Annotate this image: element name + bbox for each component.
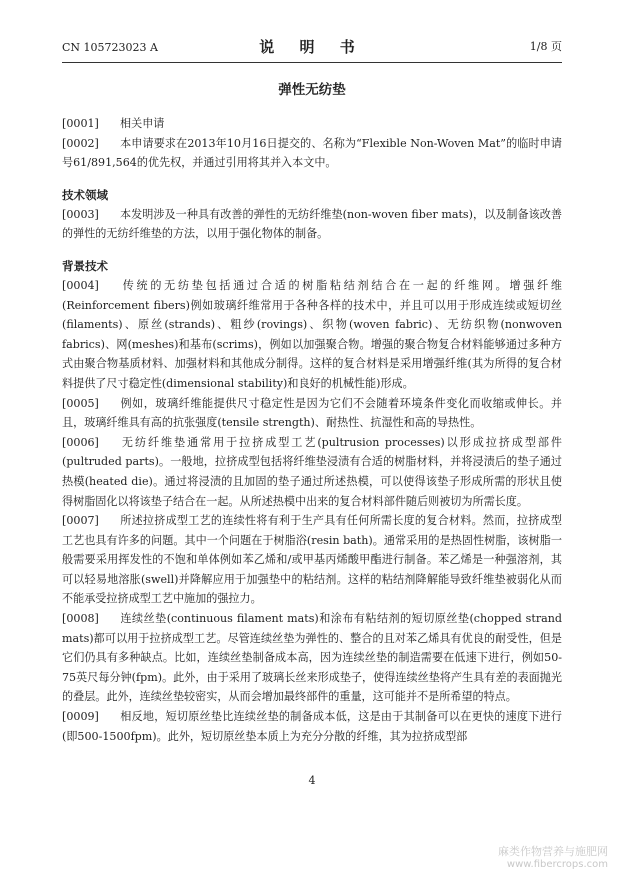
document-title: 弹性无纺垫 xyxy=(278,82,346,98)
paragraph-text: 传统的无纺垫包括通过合适的树脂粘结剂结合在一起的纤维网。增强纤维(Reinforcement fibers)例如玻璃纤维常用于各种各样的技术中，并且可以用于形成连续或短切丝(filaments)、原丝(strands)、粗纱(rovings)、织物(woven fabric)、无纺织物(nonwoven fabrics)、网(meshes)和基布(scrims)，例如以加强聚合物。增强的聚合物复合材料能够通过多种方式由聚合物基质材料、加强材料和其他成分制得。这样的复合材料是采用增强纤维(其为所得的复合材料提供了尺寸稳定性(dimensional stability)和良好的机械性能)形成。 xyxy=(62,278,562,390)
paragraph-text: 例如，玻璃纤维能提供尺寸稳定性是因为它们不会随着环境条件变化而收缩或伸长。并且，玻璃纤维具有高的抗张强度(tensile strength)、耐热性、抗湿性和高的导热性。 xyxy=(62,396,562,430)
document-body xyxy=(62,114,562,746)
paragraph-0005 xyxy=(62,394,562,433)
paragraph-number: [0004] xyxy=(62,278,99,292)
paragraph-number: [0005] xyxy=(62,396,99,410)
paragraph-number: [0002] xyxy=(62,136,99,150)
paragraph-0002 xyxy=(62,134,562,173)
page-number: 4 xyxy=(308,774,316,787)
header-divider xyxy=(62,62,562,63)
paragraph-number: [0003] xyxy=(62,207,99,221)
paragraph-0001 xyxy=(62,114,562,134)
paragraph-number: [0007] xyxy=(62,514,99,528)
paragraph-0004 xyxy=(62,276,562,394)
paragraph-number: [0009] xyxy=(62,710,99,724)
site-watermark xyxy=(498,845,608,871)
paragraph-0007 xyxy=(62,511,562,609)
paragraph-text: 本申请要求在2013年10月16日提交的、名称为“Flexible Non-Woven Mat”的临时申请号61/891,564的优先权，并通过引用将其并入本文中。 xyxy=(62,136,562,170)
paragraph-number: [0001] xyxy=(62,117,99,130)
paragraph-0006 xyxy=(62,433,562,511)
paragraph-number: [0006] xyxy=(62,435,99,449)
page-header xyxy=(62,32,562,62)
paragraph-0009 xyxy=(62,707,562,746)
section-heading-background: 背景技术 xyxy=(62,258,108,273)
paragraph-text: 无纺纤维垫通常用于拉挤成型工艺(pultrusion processes)以形成拉挤成型部件(pultruded parts)。一般地，拉挤成型包括将纤维垫浸渍有合适的树脂材料，并将浸渍后的垫子通过热模(heated die)。通过将浸渍的且加固的垫子通过所述热模，可以使得该垫子形成所需的形状且使得树脂固化以将该垫子结合在一起。从所述热模中出来的复合材料部件随后则被切为所需长度。 xyxy=(62,435,562,508)
paragraph-number: [0008] xyxy=(62,612,99,626)
paragraph-text: 相关申请 xyxy=(120,117,165,130)
document-type: 说 明 书 xyxy=(259,38,365,56)
paragraph-0003 xyxy=(62,205,562,244)
watermark-url: www.fibercrops.com xyxy=(506,859,608,870)
page-indicator: 1/8 页 xyxy=(529,40,562,53)
patent-number: CN 105723023 A xyxy=(62,41,158,54)
watermark-site-name: 麻类作物营养与施肥网 xyxy=(498,845,608,858)
paragraph-text: 所述拉挤成型工艺的连续性将有利于生产具有任何所需长度的复合材料。然而，拉挤成型工艺也具有许多的问题。其中一个问题在于树脂浴(resin bath)。通常采用的是热固性树脂，该树脂一般需要采用挥发性的不饱和单体例如苯乙烯和/或甲基丙烯酸甲酯进行制备。苯乙烯是一种强溶剂，其可以轻易地溶胀(swell)并降解应用于加强垫中的粘结剂。这样的粘结剂降解能导致纤维垫被弱化从而不能承受拉挤成型工艺中施加的强拉力。 xyxy=(62,514,562,606)
paragraph-text: 相反地，短切原丝垫比连续丝垫的制备成本低，这是由于其制备可以在更快的速度下进行(即500-1500fpm)。此外，短切原丝垫本质上为充分分散的纤维，其为拉挤成型部 xyxy=(62,710,562,743)
section-heading-tech-field: 技术领域 xyxy=(62,187,108,202)
paragraph-0008 xyxy=(62,609,562,707)
paragraph-text: 本发明涉及一种具有改善的弹性的无纺纤维垫(non-woven fiber mats)，以及制备该改善的弹性的无纺纤维垫的方法，以用于强化物体的制备。 xyxy=(62,207,562,241)
paragraph-text: 连续丝垫(continuous filament mats)和涂布有粘结剂的短切原丝垫(chopped strand mats)都可以用于拉挤成型工艺。尽管连续丝垫为弹性的、整合的且对苯乙烯具有优良的耐受性，但是它们仍具有多种缺点。比如，连续丝垫制备成本高，因为连续丝垫的制造需要在低速下进行，例如50-75英尺每分钟(fpm)。此外，由于采用了玻璃长丝来形成垫子，使得连续丝垫将产生具有差的表面抛光的叠层。此外，连续丝垫较密实，从而会增加最终部件的重量，这可能并不是所希望的特点。 xyxy=(62,612,562,704)
